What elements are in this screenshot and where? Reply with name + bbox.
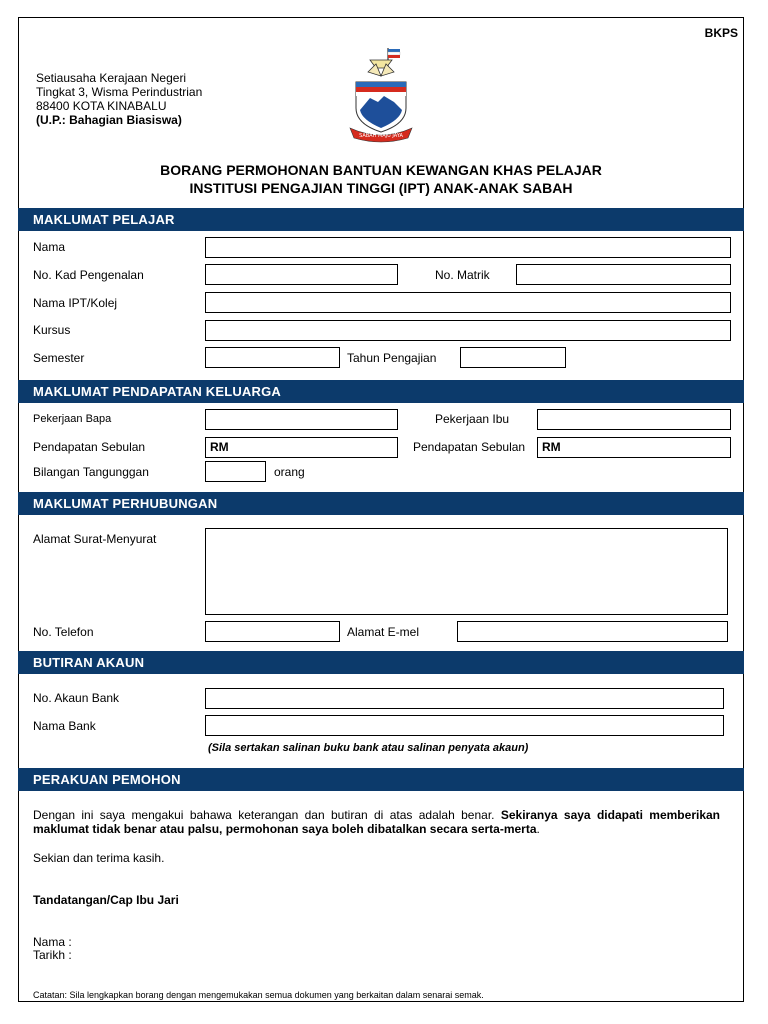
institution-field[interactable] <box>205 292 731 313</box>
bank-document-note: (Sila sertakan salinan buku bank atau salinan penyata akaun) <box>208 742 529 754</box>
address-line-3: 88400 KOTA KINABALU <box>36 99 167 113</box>
address-line-1: Setiausaha Kerajaan Negeri <box>36 71 187 85</box>
label-bank-name: Nama Bank <box>33 719 96 733</box>
father-job-field[interactable] <box>205 409 398 430</box>
closing-text: Sekian dan terima kasih. <box>33 851 165 865</box>
signature-label: Tandatangan/Cap Ibu Jari <box>33 893 179 907</box>
label-dependents: Bilangan Tangunggan <box>33 465 149 479</box>
email-field[interactable] <box>457 621 728 642</box>
section-header-contact: MAKLUMAT PERHUBUNGAN <box>18 492 744 515</box>
label-institution: Nama IPT/Kolej <box>33 296 118 310</box>
mailing-address-textarea[interactable] <box>205 528 728 615</box>
label-mother-income: Pendapatan Sebulan <box>413 440 526 454</box>
section-header-bank-account: BUTIRAN AKAUN <box>18 651 744 674</box>
student-name-field[interactable] <box>205 237 731 258</box>
label-account-number: No. Akaun Bank <box>33 691 120 705</box>
label-father-job: Pekerjaan Bapa <box>33 413 112 425</box>
father-income-field[interactable]: RM <box>205 437 398 458</box>
form-code: BKPS <box>704 26 738 40</box>
recipient-address <box>36 71 202 127</box>
dependents-field[interactable] <box>205 461 266 482</box>
label-ic-number: No. Kad Pengenalan <box>33 268 144 282</box>
form-title <box>18 161 744 197</box>
label-father-income: Pendapatan Sebulan <box>33 440 146 454</box>
phone-field[interactable] <box>205 621 340 642</box>
signing-date-label: Tarikh : <box>33 948 72 962</box>
label-email: Alamat E-mel <box>347 625 420 639</box>
label-study-year: Tahun Pengajian <box>347 351 437 365</box>
section-header-family-income: MAKLUMAT PENDAPATAN KELUARGA <box>18 380 744 403</box>
logo-motto: SABAH MAJU JAYA <box>359 133 403 139</box>
bank-name-field[interactable] <box>205 715 724 736</box>
mother-job-field[interactable] <box>537 409 731 430</box>
mother-income-field[interactable]: RM <box>537 437 731 458</box>
address-line-4: (U.P.: Bahagian Biasiswa) <box>36 113 182 127</box>
course-field[interactable] <box>205 320 731 341</box>
label-course: Kursus <box>33 323 71 337</box>
title-line-2: INSTITUSI PENGAJIAN TINGGI (IPT) ANAK-ANAK SABAH <box>189 180 573 196</box>
ic-number-field[interactable] <box>205 264 398 285</box>
declaration-warning: Sekiranya saya didapati memberikan maklumat tidak benar atau palsu, permohonan saya boleh dibatalkan secara serta-merta <box>33 808 720 836</box>
label-mother-job: Pekerjaan Ibu <box>435 412 510 426</box>
declaration-end: . <box>536 822 540 836</box>
label-phone: No. Telefon <box>33 625 94 639</box>
matric-number-field[interactable] <box>516 264 731 285</box>
label-semester: Semester <box>33 351 85 365</box>
footer-note: Catatan: Sila lengkapkan borang dengan mengemukakan semua dokumen yang berkaitan dalam senarai semak. <box>33 990 484 1000</box>
account-number-field[interactable] <box>205 688 724 709</box>
signer-name-label: Nama : <box>33 935 72 949</box>
address-line-2: Tingkat 3, Wisma Perindustrian <box>36 85 203 99</box>
title-line-1: BORANG PERMOHONAN BANTUAN KEWANGAN KHAS PELAJAR <box>160 162 602 178</box>
declaration-text <box>33 808 720 836</box>
study-year-field[interactable] <box>460 347 566 368</box>
section-header-declaration: PERAKUAN PEMOHON <box>18 768 744 791</box>
label-dependents-unit: orang <box>274 465 305 479</box>
section-header-student: MAKLUMAT PELAJAR <box>18 208 744 231</box>
declaration-statement: Dengan ini saya mengakui bahawa keterangan dan butiran di atas adalah benar. <box>33 808 495 822</box>
label-name: Nama <box>33 240 66 254</box>
sabah-coat-of-arms-logo <box>348 46 414 144</box>
semester-field[interactable] <box>205 347 340 368</box>
label-mailing-address: Alamat Surat-Menyurat <box>33 532 157 546</box>
label-matric-number: No. Matrik <box>435 268 490 282</box>
